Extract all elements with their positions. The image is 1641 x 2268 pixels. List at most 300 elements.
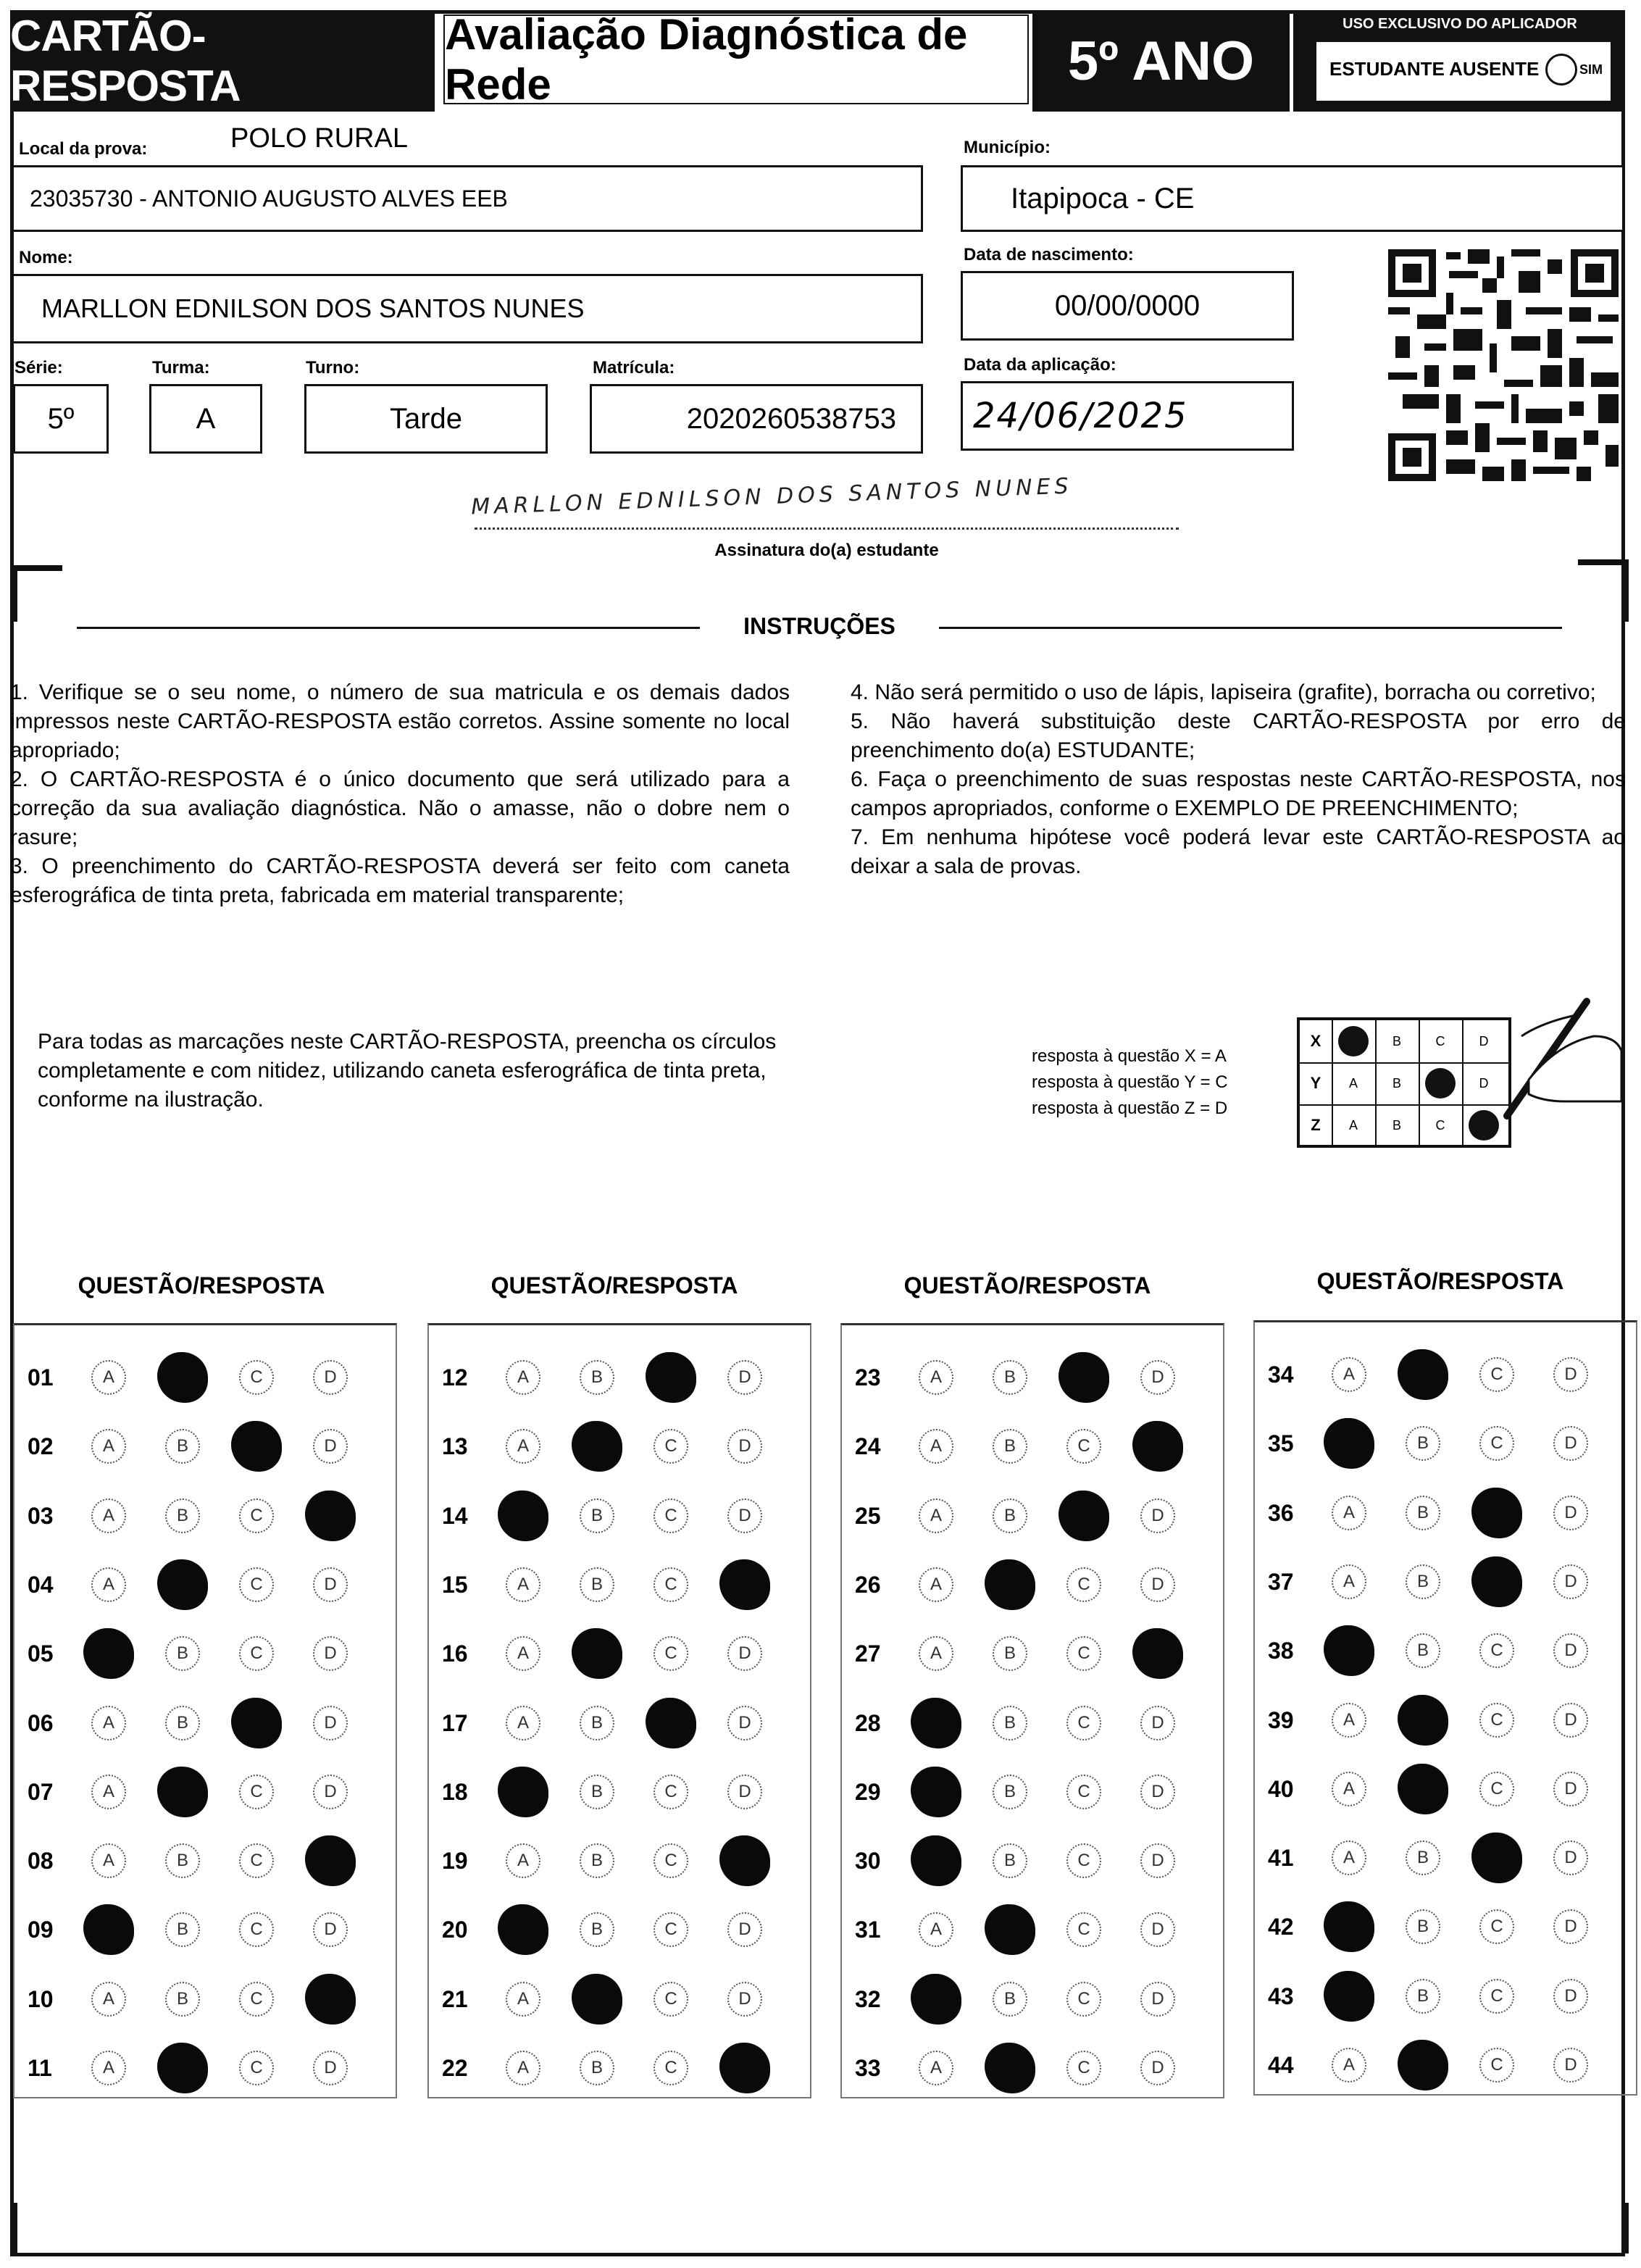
answer-bubble-a[interactable]: A xyxy=(919,1498,953,1533)
answer-bubble-a[interactable] xyxy=(1324,1971,1374,2022)
answer-row xyxy=(429,1562,810,1605)
answer-bubble-b[interactable]: B xyxy=(1406,1909,1440,1944)
answer-bubble-a[interactable] xyxy=(83,1904,134,1955)
answer-bubble-b[interactable]: B xyxy=(580,2051,614,2085)
answer-bubble-d[interactable]: D xyxy=(1553,1633,1588,1668)
answer-bubble-a[interactable]: A xyxy=(506,1636,540,1671)
answer-row xyxy=(14,1976,396,2019)
answer-bubble-d[interactable]: D xyxy=(1553,1979,1588,2014)
answer-bubble-c[interactable] xyxy=(1471,1556,1522,1607)
question-number: 10 xyxy=(28,1985,54,2012)
answer-bubble-c[interactable]: C xyxy=(1066,1429,1101,1464)
municipio-label: Município: xyxy=(964,138,1051,157)
answer-bubble-a[interactable]: A xyxy=(91,1706,126,1740)
instructions-rule-left xyxy=(77,627,700,629)
answer-bubble-a[interactable]: A xyxy=(91,2051,126,2085)
answer-column-3 xyxy=(840,1323,1224,2098)
instruction-7: 7. Em nenhuma hipótese você poderá levar este CARTÃO-RESPOSTA ao deixar a sala de provas. xyxy=(851,825,1626,878)
qr-code xyxy=(1388,249,1619,481)
example-line-y: resposta à questão Y = C xyxy=(1032,1072,1228,1092)
answer-bubble-d[interactable]: D xyxy=(1553,1426,1588,1461)
answer-bubble-b[interactable]: B xyxy=(1406,1633,1440,1668)
answer-bubble-d[interactable] xyxy=(719,2043,770,2093)
applicator-only-label: USO EXCLUSIVO DO APLICADOR xyxy=(1343,16,1577,32)
answer-bubble-b[interactable] xyxy=(1398,1764,1448,1814)
answer-bubble-d[interactable]: D xyxy=(313,1567,348,1602)
matricula-field xyxy=(590,384,923,454)
answer-bubble-c[interactable]: C xyxy=(654,1567,688,1602)
answer-bubble-a[interactable]: A xyxy=(506,1360,540,1395)
answer-bubble-c[interactable]: C xyxy=(1479,1357,1514,1392)
serie-value: 5º xyxy=(47,402,75,435)
answer-bubble-b[interactable] xyxy=(157,2043,208,2093)
example-bubble-c: C xyxy=(1419,1104,1463,1146)
nome-value: MARLLON EDNILSON DOS SANTOS NUNES xyxy=(41,293,585,323)
answer-bubble-d[interactable]: D xyxy=(1140,1775,1175,1809)
answer-row xyxy=(842,1630,1223,1674)
answer-bubble-d[interactable]: D xyxy=(1553,1496,1588,1530)
answer-bubble-b[interactable]: B xyxy=(580,1775,614,1809)
answer-bubble-c[interactable]: C xyxy=(1479,1979,1514,2014)
signature-handwritten: MARLLON EDNILSON DOS SANTOS NUNES xyxy=(470,473,1074,520)
answer-bubble-a[interactable] xyxy=(911,1974,961,2025)
question-number: 04 xyxy=(28,1571,54,1598)
answer-bubble-b[interactable]: B xyxy=(1406,1979,1440,2014)
local-polo: POLO RURAL xyxy=(230,123,408,154)
example-bubble-b: B xyxy=(1375,1104,1420,1146)
answer-bubble-b[interactable]: B xyxy=(993,1706,1027,1740)
answer-row xyxy=(429,1906,810,1950)
answer-bubble-c[interactable] xyxy=(646,1698,696,1748)
answer-row xyxy=(429,1423,810,1467)
answer-bubble-c[interactable]: C xyxy=(239,1843,274,1878)
answer-bubble-b[interactable] xyxy=(1398,2040,1448,2090)
answer-bubble-b[interactable]: B xyxy=(993,1982,1027,2017)
answer-bubble-b[interactable]: B xyxy=(165,1498,200,1533)
answer-bubble-d[interactable]: D xyxy=(727,1360,762,1395)
answer-bubble-d[interactable]: D xyxy=(1553,2048,1588,2083)
answer-bubble-b[interactable]: B xyxy=(165,1636,200,1671)
answer-bubble-d[interactable] xyxy=(305,1835,356,1886)
questao-resposta-header: QUESTÃO/RESPOSTA xyxy=(78,1272,325,1298)
question-number: 31 xyxy=(855,1917,881,1943)
question-number: 05 xyxy=(28,1640,54,1667)
answer-bubble-d[interactable]: D xyxy=(727,1912,762,1947)
answer-bubble-c[interactable]: C xyxy=(1066,1636,1101,1671)
instructions-title: INSTRUÇÕES xyxy=(743,613,895,639)
answer-bubble-c[interactable]: C xyxy=(654,1429,688,1464)
answer-bubble-c[interactable]: C xyxy=(654,1498,688,1533)
question-number: 29 xyxy=(855,1778,881,1805)
question-number: 19 xyxy=(442,1848,468,1875)
answer-bubble-b[interactable] xyxy=(985,1904,1035,1955)
answer-bubble-b[interactable]: B xyxy=(165,1429,200,1464)
matricula-label: Matrícula: xyxy=(593,358,675,378)
question-number: 41 xyxy=(1268,1845,1294,1872)
question-number: 15 xyxy=(442,1571,468,1598)
answer-bubble-a[interactable]: A xyxy=(919,1567,953,1602)
answer-bubble-b[interactable] xyxy=(157,1352,208,1403)
turno-value: Tarde xyxy=(389,402,463,435)
answer-bubble-b[interactable]: B xyxy=(993,1360,1027,1395)
answer-bubble-a[interactable] xyxy=(911,1698,961,1748)
answer-bubble-c[interactable]: C xyxy=(654,1636,688,1671)
answer-bubble-b[interactable]: B xyxy=(580,1498,614,1533)
example-text: Para todas as marcações neste CARTÃO-RESPOSTA, preencha os círculos completamente e com nitidez, utilizando caneta esferográfica de tinta preta, conforme na ilustração. xyxy=(38,1030,777,1112)
answer-bubble-b[interactable]: B xyxy=(993,1429,1027,1464)
answer-bubble-b[interactable] xyxy=(985,1559,1035,1610)
answer-bubble-b[interactable]: B xyxy=(580,1360,614,1395)
answer-row xyxy=(429,1493,810,1536)
answer-bubble-a[interactable]: A xyxy=(919,1429,953,1464)
instruction-4: 4. Não será permitido o uso de lápis, lapiseira (grafite), borracha ou corretivo; xyxy=(851,680,1596,704)
answer-bubble-c[interactable]: C xyxy=(1479,1772,1514,1806)
answer-bubble-b[interactable]: B xyxy=(580,1567,614,1602)
answer-bubble-c[interactable] xyxy=(1471,1833,1522,1883)
answer-bubble-a[interactable]: A xyxy=(919,1360,953,1395)
answer-bubble-b[interactable] xyxy=(1398,1695,1448,1746)
answer-bubble-c[interactable]: C xyxy=(1479,2048,1514,2083)
nasc-field xyxy=(961,271,1294,341)
answer-bubble-c[interactable]: C xyxy=(239,1982,274,2017)
answer-bubble-b[interactable]: B xyxy=(1406,1426,1440,1461)
answer-bubble-c[interactable]: C xyxy=(239,1912,274,1947)
answer-row xyxy=(1255,1559,1636,1602)
answer-bubble-d[interactable]: D xyxy=(727,1982,762,2017)
answer-bubble-c[interactable]: C xyxy=(654,1912,688,1947)
card-title: CARTÃO-RESPOSTA xyxy=(10,10,435,112)
answer-row xyxy=(1255,1490,1636,1533)
answer-bubble-b[interactable]: B xyxy=(580,1912,614,1947)
answer-row xyxy=(1255,1697,1636,1740)
questao-resposta-header: QUESTÃO/RESPOSTA xyxy=(490,1272,738,1298)
answer-bubble-b[interactable]: B xyxy=(580,1843,614,1878)
answer-bubble-a[interactable] xyxy=(911,1835,961,1886)
answer-row xyxy=(1255,2042,1636,2085)
signature-line xyxy=(475,528,1179,530)
answer-row xyxy=(1255,1835,1636,1878)
answer-bubble-b[interactable]: B xyxy=(580,1706,614,1740)
answer-bubble-b[interactable] xyxy=(157,1767,208,1817)
question-number: 20 xyxy=(442,1917,468,1943)
question-number: 18 xyxy=(442,1778,468,1805)
answer-bubble-d[interactable]: D xyxy=(1140,2051,1175,2085)
answer-bubble-c[interactable]: C xyxy=(1066,2051,1101,2085)
answer-bubble-d[interactable]: D xyxy=(313,1636,348,1671)
answer-bubble-c[interactable]: C xyxy=(1479,1909,1514,1944)
question-number: 14 xyxy=(442,1502,468,1529)
answer-bubble-b[interactable]: B xyxy=(165,1843,200,1878)
answer-bubble-d[interactable] xyxy=(1132,1421,1183,1472)
turma-label: Turma: xyxy=(152,358,210,378)
answer-bubble-b[interactable]: B xyxy=(993,1636,1027,1671)
answer-bubble-c[interactable]: C xyxy=(1066,1567,1101,1602)
answer-row xyxy=(429,1838,810,1881)
example-lines xyxy=(1032,1043,1228,1122)
answer-row xyxy=(842,1769,1223,1812)
answer-bubble-a[interactable]: A xyxy=(1332,1703,1366,1738)
answer-bubble-a[interactable]: A xyxy=(506,1706,540,1740)
question-number: 43 xyxy=(1268,1983,1294,2009)
answer-row xyxy=(14,1493,396,1536)
turma-value: A xyxy=(196,402,216,435)
answer-bubble-a[interactable]: A xyxy=(1332,1772,1366,1806)
answer-bubble-a[interactable]: A xyxy=(91,1982,126,2017)
answer-bubble-d[interactable]: D xyxy=(1140,1706,1175,1740)
question-number: 11 xyxy=(28,2055,52,2081)
school-field xyxy=(12,165,923,232)
example-bubble-b: B xyxy=(1375,1020,1420,1062)
instructions-left xyxy=(10,678,790,910)
answer-bubble-c[interactable]: C xyxy=(1479,1633,1514,1668)
example-filled-mark xyxy=(1425,1068,1456,1098)
answer-row xyxy=(842,1354,1223,1398)
answer-bubble-c[interactable] xyxy=(1471,1488,1522,1538)
answer-bubble-d[interactable]: D xyxy=(1553,1909,1588,1944)
answer-bubble-a[interactable]: A xyxy=(919,1912,953,1947)
answer-bubble-d[interactable]: D xyxy=(313,1706,348,1740)
answer-bubble-b[interactable]: B xyxy=(165,1982,200,2017)
question-number: 23 xyxy=(855,1364,881,1391)
answer-bubble-c[interactable]: C xyxy=(239,1567,274,1602)
question-number: 34 xyxy=(1268,1362,1294,1388)
question-number: 07 xyxy=(28,1778,54,1805)
answer-bubble-d[interactable]: D xyxy=(1140,1360,1175,1395)
example-row xyxy=(1300,1062,1508,1106)
corner-mark-bl xyxy=(12,2203,46,2254)
answer-bubble-a[interactable] xyxy=(83,1628,134,1679)
answer-bubble-d[interactable]: D xyxy=(1553,1840,1588,1875)
answer-bubble-d[interactable]: D xyxy=(727,1706,762,1740)
answer-bubble-a[interactable]: A xyxy=(506,1567,540,1602)
question-number: 01 xyxy=(28,1364,54,1391)
question-number: 36 xyxy=(1268,1499,1294,1526)
question-number: 25 xyxy=(855,1502,881,1529)
answer-bubble-d[interactable]: D xyxy=(313,1912,348,1947)
answer-bubble-c[interactable] xyxy=(646,1352,696,1403)
answer-bubble-b[interactable]: B xyxy=(1406,1840,1440,1875)
answer-bubble-d[interactable]: D xyxy=(727,1636,762,1671)
answer-row xyxy=(14,1838,396,1881)
answer-bubble-b[interactable]: B xyxy=(993,1498,1027,1533)
school-value: 23035730 - ANTONIO AUGUSTO ALVES EEB xyxy=(30,185,508,212)
answer-bubble-d[interactable]: D xyxy=(727,1498,762,1533)
exam-title: Avaliação Diagnóstica de Rede xyxy=(443,14,1029,104)
matricula-value: 2020260538753 xyxy=(686,402,896,435)
answer-bubble-c[interactable]: C xyxy=(654,1843,688,1878)
answer-bubble-d[interactable]: D xyxy=(313,2051,348,2085)
answer-bubble-a[interactable] xyxy=(498,1767,548,1817)
answer-bubble-d[interactable] xyxy=(719,1835,770,1886)
answer-bubble-c[interactable]: C xyxy=(239,1360,274,1395)
answer-bubble-b[interactable]: B xyxy=(993,1775,1027,1809)
instruction-1: 1. Verifique se o seu nome, o número de sua matricula e os demais dados impressos neste CARTÃO-RESPOSTA estão corretos. Assine somente no local apropriado; xyxy=(10,680,790,762)
example-question-label: X xyxy=(1300,1020,1333,1062)
answer-bubble-b[interactable]: B xyxy=(1406,1564,1440,1599)
answer-bubble-a[interactable]: A xyxy=(91,1843,126,1878)
answer-bubble-a[interactable] xyxy=(1324,1625,1374,1676)
question-number: 16 xyxy=(442,1640,468,1667)
answer-bubble-d[interactable]: D xyxy=(313,1775,348,1809)
answer-bubble-d[interactable]: D xyxy=(1140,1498,1175,1533)
question-number: 06 xyxy=(28,1709,54,1736)
answer-bubble-d[interactable]: D xyxy=(1140,1843,1175,1878)
answer-bubble-b[interactable] xyxy=(1398,1349,1448,1400)
answer-bubble-a[interactable]: A xyxy=(1332,1564,1366,1599)
nasc-label: Data de nascimento: xyxy=(964,245,1134,264)
answer-bubble-a[interactable]: A xyxy=(91,1498,126,1533)
question-number: 13 xyxy=(442,1433,468,1460)
answer-bubble-c[interactable]: C xyxy=(1066,1706,1101,1740)
answer-bubble-d[interactable] xyxy=(719,1559,770,1610)
question-number: 17 xyxy=(442,1709,468,1736)
answer-bubble-d[interactable]: D xyxy=(1553,1772,1588,1806)
answer-bubble-a[interactable]: A xyxy=(1332,2048,1366,2083)
answer-bubble-d[interactable]: D xyxy=(313,1360,348,1395)
answer-bubble-d[interactable]: D xyxy=(1553,1564,1588,1599)
signature-label: Assinatura do(a) estudante xyxy=(714,541,939,560)
answer-bubble-c[interactable]: C xyxy=(1066,1912,1101,1947)
corner-mark-br xyxy=(1601,2203,1629,2254)
aplic-label: Data da aplicação: xyxy=(964,355,1116,375)
answer-row xyxy=(429,1976,810,2019)
answer-bubble-c[interactable]: C xyxy=(239,1775,274,1809)
answer-bubble-a[interactable] xyxy=(498,1904,548,1955)
question-number: 24 xyxy=(855,1433,881,1460)
answer-bubble-c[interactable] xyxy=(231,1698,282,1748)
answer-bubble-c[interactable]: C xyxy=(239,1498,274,1533)
answer-bubble-a[interactable]: A xyxy=(91,1360,126,1395)
answer-bubble-c[interactable] xyxy=(1058,1491,1109,1541)
answer-bubble-d[interactable] xyxy=(305,1491,356,1541)
answer-bubble-a[interactable]: A xyxy=(91,1775,126,1809)
turno-label: Turno: xyxy=(306,358,360,378)
answer-row xyxy=(429,2045,810,2088)
instructions-rule-right xyxy=(939,627,1562,629)
example-bubble-c: C xyxy=(1419,1020,1463,1062)
local-label: Local da prova: xyxy=(19,139,148,159)
nome-label: Nome: xyxy=(19,248,73,267)
answer-bubble-c[interactable]: C xyxy=(239,2051,274,2085)
question-number: 21 xyxy=(442,1985,468,2012)
question-number: 44 xyxy=(1268,2052,1294,2078)
answer-bubble-b[interactable] xyxy=(572,1421,622,1472)
answer-bubble-d[interactable]: D xyxy=(313,1429,348,1464)
answer-bubble-a[interactable]: A xyxy=(919,1636,953,1671)
answer-bubble-d[interactable]: D xyxy=(727,1429,762,1464)
nome-field xyxy=(12,274,923,343)
turma-field xyxy=(149,384,262,454)
answer-bubble-b[interactable]: B xyxy=(165,1706,200,1740)
answer-bubble-a[interactable]: A xyxy=(506,1429,540,1464)
instruction-6: 6. Faça o preenchimento de suas respostas neste CARTÃO-RESPOSTA, nos campos apropriados, conforme o EXEMPLO DE PREENCHIMENTO; xyxy=(851,767,1626,820)
aplic-value: 24/06/2025 xyxy=(973,396,1188,436)
answer-row xyxy=(429,1354,810,1398)
answer-bubble-d[interactable] xyxy=(305,1974,356,2025)
example-bubble-d: D xyxy=(1479,1033,1489,1048)
answer-bubble-a[interactable] xyxy=(911,1767,961,1817)
answer-bubble-c[interactable]: C xyxy=(1066,1982,1101,2017)
answer-bubble-d[interactable]: D xyxy=(1553,1703,1588,1738)
answer-bubble-c[interactable]: C xyxy=(1479,1426,1514,1461)
answer-bubble-a[interactable]: A xyxy=(506,1843,540,1878)
example-bubble-a: A xyxy=(1332,1104,1377,1146)
answer-row xyxy=(429,1769,810,1812)
answer-bubble-a[interactable]: A xyxy=(1332,1357,1366,1392)
answer-bubble-b[interactable] xyxy=(572,1974,622,2025)
answer-bubble-c[interactable]: C xyxy=(1066,1775,1101,1809)
answer-bubble-c[interactable]: C xyxy=(654,1982,688,2017)
answer-column-1 xyxy=(13,1323,397,2098)
answer-bubble-a[interactable]: A xyxy=(91,1429,126,1464)
example-bubble-b: B xyxy=(1375,1062,1420,1104)
answer-bubble-c[interactable] xyxy=(231,1421,282,1472)
answer-bubble-a[interactable]: A xyxy=(919,2051,953,2085)
instruction-2: 2. O CARTÃO-RESPOSTA é o único documento que será utilizado para a correção da sua avaliação diagnóstica. Não o amasse, não o dobre nem o rasure; xyxy=(10,767,790,849)
answer-bubble-b[interactable] xyxy=(572,1628,622,1679)
absent-bubble[interactable] xyxy=(1545,54,1577,86)
answer-row xyxy=(842,1700,1223,1743)
answer-bubble-d[interactable]: D xyxy=(1553,1357,1588,1392)
answer-bubble-a[interactable]: A xyxy=(91,1567,126,1602)
answer-row xyxy=(842,2045,1223,2088)
question-number: 35 xyxy=(1268,1430,1294,1457)
answer-bubble-a[interactable] xyxy=(1324,1418,1374,1469)
answer-row xyxy=(429,1700,810,1743)
answer-bubble-c[interactable]: C xyxy=(239,1636,274,1671)
answer-row xyxy=(842,1976,1223,2019)
question-number: 26 xyxy=(855,1571,881,1598)
answer-bubble-d[interactable] xyxy=(1132,1628,1183,1679)
answer-bubble-c[interactable]: C xyxy=(1479,1703,1514,1738)
answer-bubble-d[interactable]: D xyxy=(727,1775,762,1809)
answer-row xyxy=(842,1423,1223,1467)
answer-row xyxy=(14,1562,396,1605)
questao-resposta-header: QUESTÃO/RESPOSTA xyxy=(903,1272,1151,1298)
answer-bubble-b[interactable] xyxy=(985,2043,1035,2093)
answer-row xyxy=(1255,1420,1636,1464)
answer-bubble-a[interactable] xyxy=(1324,1901,1374,1952)
aplic-field xyxy=(961,381,1294,451)
answer-bubble-a[interactable]: A xyxy=(1332,1840,1366,1875)
answer-bubble-b[interactable]: B xyxy=(1406,1496,1440,1530)
question-number: 40 xyxy=(1268,1775,1294,1802)
answer-row xyxy=(14,1906,396,1950)
questao-resposta-header: QUESTÃO/RESPOSTA xyxy=(1316,1268,1564,1294)
question-number: 32 xyxy=(855,1985,881,2012)
example-line-z: resposta à questão Z = D xyxy=(1032,1098,1228,1118)
answer-row xyxy=(14,1354,396,1398)
answer-bubble-c[interactable]: C xyxy=(1066,1843,1101,1878)
answer-bubble-a[interactable]: A xyxy=(506,1982,540,2017)
absent-option-label: SIM xyxy=(1579,62,1603,77)
municipio-value: Itapipoca - CE xyxy=(1011,182,1195,214)
answer-bubble-d[interactable]: D xyxy=(1140,1567,1175,1602)
answer-bubble-b[interactable]: B xyxy=(993,1843,1027,1878)
answer-bubble-a[interactable] xyxy=(498,1491,548,1541)
example-filled-mark xyxy=(1338,1026,1369,1056)
answer-bubble-c[interactable]: C xyxy=(654,1775,688,1809)
answer-bubble-a[interactable]: A xyxy=(506,2051,540,2085)
answer-bubble-c[interactable]: C xyxy=(654,2051,688,2085)
answer-bubble-d[interactable]: D xyxy=(1140,1982,1175,2017)
question-number: 30 xyxy=(855,1848,881,1875)
answer-bubble-c[interactable] xyxy=(1058,1352,1109,1403)
answer-bubble-b[interactable] xyxy=(157,1559,208,1610)
answer-bubble-b[interactable]: B xyxy=(165,1912,200,1947)
answer-bubble-d[interactable]: D xyxy=(1140,1912,1175,1947)
answer-bubble-a[interactable]: A xyxy=(1332,1496,1366,1530)
